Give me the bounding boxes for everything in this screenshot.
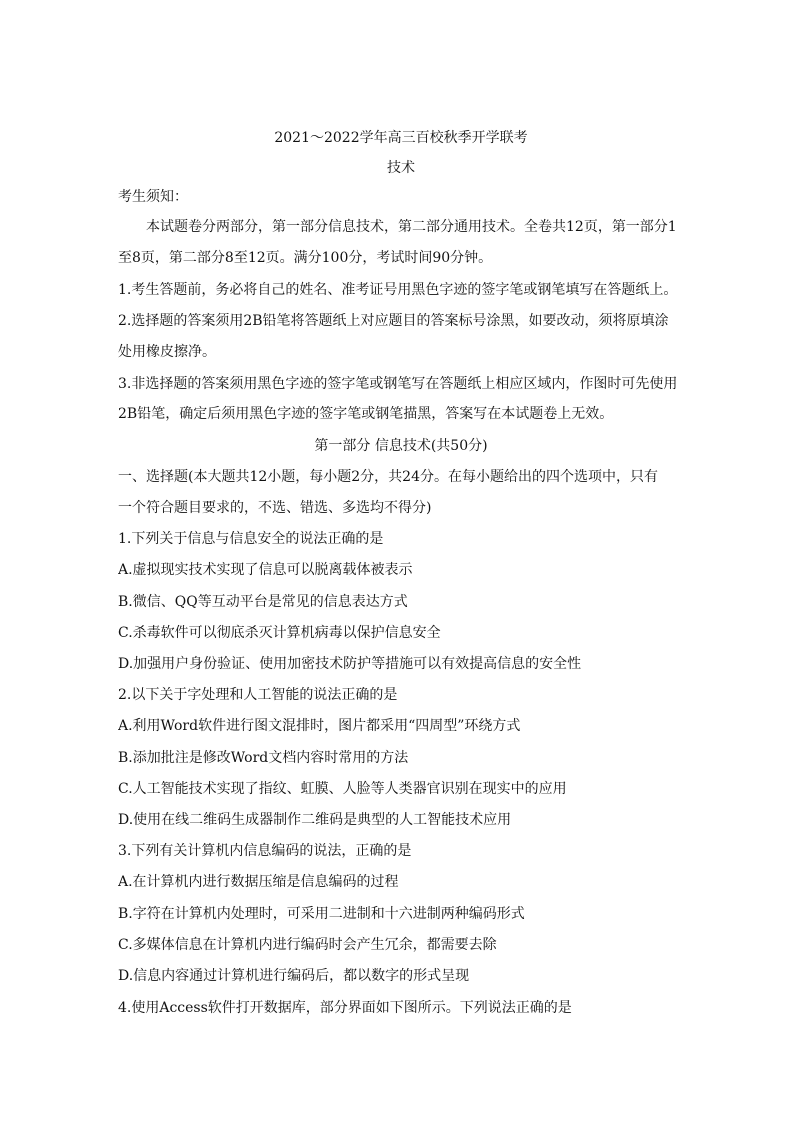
option-a: A.虚拟现实技术实现了信息可以脱离载体被表示 — [118, 562, 413, 578]
notice-rule-2-line-1: 2.选择题的答案须用2B铅笔将答题纸上对应题目的答案标号涂黑，如要改动，须将原填涂 — [118, 313, 669, 329]
notice-rule-1: 1.考生答题前，务必将自己的姓名、准考证号用黑色字迹的签字笔或钢笔填写在答题纸上。 — [118, 282, 678, 298]
option-d: D.加强用户身份验证、使用加密技术防护等措施可以有效提高信息的安全性 — [118, 656, 582, 672]
notice-heading: 考生须知： — [118, 189, 188, 205]
option-b: B.添加批注是修改Word文档内容时常用的方法 — [118, 750, 409, 766]
option-c: C.多媒体信息在计算机内进行编码时会产生冗余，都需要去除 — [118, 937, 497, 953]
subject-title: 技术 — [387, 160, 415, 176]
part-1-title: 第一部分 信息技术(共50分) — [314, 438, 488, 454]
option-d: D.信息内容通过计算机进行编码后，都以数字的形式呈现 — [118, 968, 470, 984]
option-c: C.杀毒软件可以彻底杀灭计算机病毒以保护信息安全 — [118, 625, 441, 641]
section-heading-line-2: 一个符合题目要求的，不选、错选、多选均不得分) — [118, 500, 432, 516]
option-b: B.微信、QQ等互动平台是常见的信息表达方式 — [118, 594, 408, 610]
notice-rule-3-line-1: 3.非选择题的答案须用黑色字迹的签字笔或钢笔写在答题纸上相应区域内，作图时可先使用 — [118, 376, 678, 392]
question-stem: 1.下列关于信息与信息安全的说法正确的是 — [118, 531, 384, 547]
question-stem: 3.下列有关计算机内信息编码的说法，正确的是 — [118, 843, 412, 859]
notice-intro-line-1: 本试题卷分两部分，第一部分信息技术，第二部分通用技术。全卷共12页，第一部分1 — [146, 219, 677, 235]
option-a: A.利用Word软件进行图文混排时，图片都采用“四周型”环绕方式 — [118, 718, 521, 734]
section-heading-line-1: 一、选择题(本大题共12小题，每小题2分，共24分。在每小题给出的四个选项中，只有 — [118, 469, 658, 485]
option-b: B.字符在计算机内处理时，可采用二进制和十六进制两种编码形式 — [118, 906, 525, 922]
option-d: D.使用在线二维码生成器制作二维码是典型的人工智能技术应用 — [118, 812, 512, 828]
notice-rule-3-line-2: 2B铅笔，确定后须用黑色字迹的签字笔或钢笔描黑，答案写在本试题卷上无效。 — [118, 406, 614, 422]
exam-title: 2021～2022学年高三百校秋季开学联考 — [274, 130, 528, 146]
question-stem: 4.使用Access软件打开数据库，部分界面如下图所示。下列说法正确的是 — [118, 1000, 572, 1016]
question-stem: 2.以下关于字处理和人工智能的说法正确的是 — [118, 687, 398, 703]
option-a: A.在计算机内进行数据压缩是信息编码的过程 — [118, 874, 399, 890]
notice-intro-line-2: 至8页，第二部分8至12页。满分100分，考试时间90分钟。 — [118, 250, 493, 266]
option-c: C.人工智能技术实现了指纹、虹膜、人脸等人类器官识别在现实中的应用 — [118, 781, 567, 797]
notice-rule-2-line-2: 处用橡皮擦净。 — [118, 344, 216, 360]
